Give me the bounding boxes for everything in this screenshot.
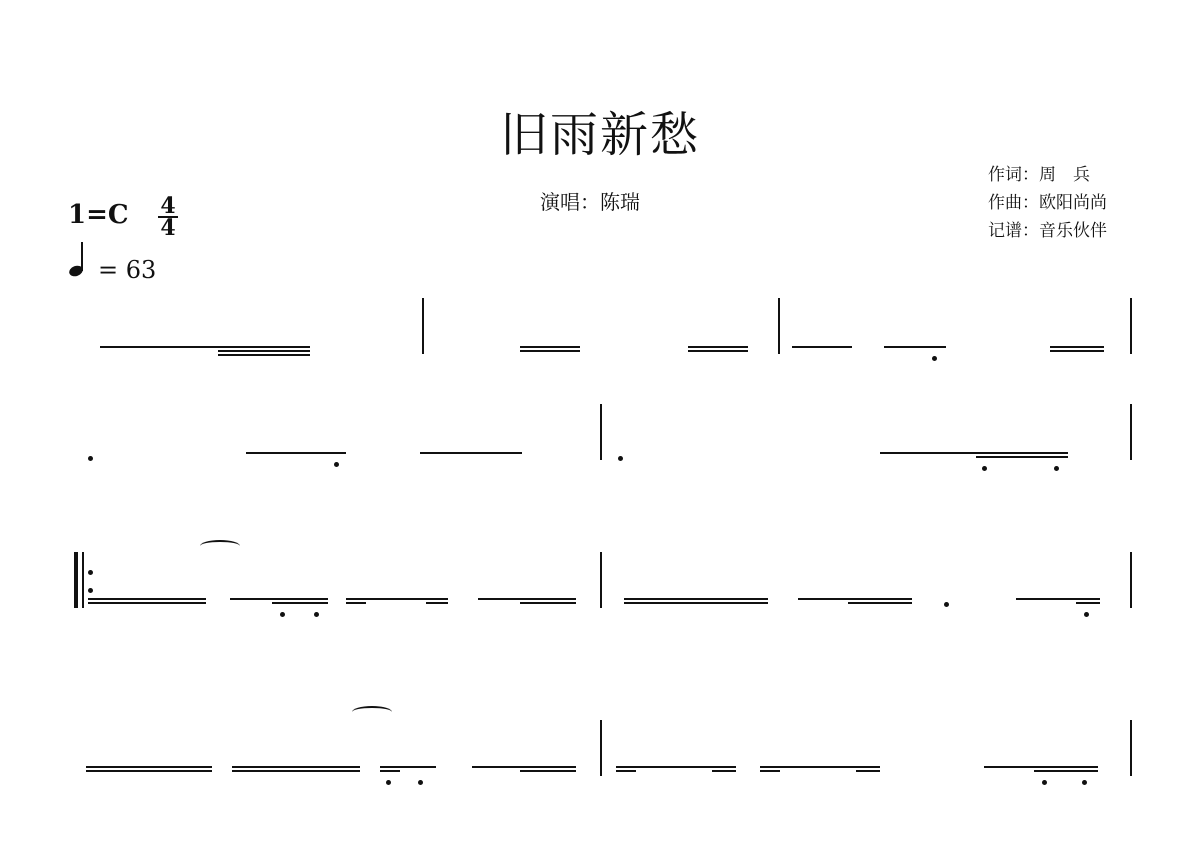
octave-dot — [314, 612, 319, 617]
underline — [88, 598, 206, 600]
barline — [600, 720, 602, 776]
octave-dot — [1082, 780, 1087, 785]
underline — [380, 770, 400, 772]
underline — [246, 452, 346, 454]
underline — [856, 770, 880, 772]
key-signature: 1=C — [68, 200, 129, 230]
underline — [1050, 346, 1104, 348]
octave-dot — [932, 356, 937, 361]
barline — [1130, 552, 1132, 608]
slur-tie — [200, 540, 240, 552]
underline — [478, 598, 576, 600]
barline — [600, 404, 602, 460]
underline — [218, 354, 310, 356]
underline — [792, 346, 852, 348]
underline — [624, 598, 768, 600]
underline — [712, 770, 736, 772]
octave-dot — [418, 780, 423, 785]
octave-dot — [334, 462, 339, 467]
underline — [86, 766, 212, 768]
repeat-barline — [74, 552, 78, 608]
underline — [88, 602, 206, 604]
underline — [380, 766, 436, 768]
underline — [232, 770, 360, 772]
octave-dot — [618, 456, 623, 461]
repeat-dot — [88, 588, 93, 593]
repeat-barline-thin — [82, 552, 84, 608]
slur-tie — [352, 706, 392, 718]
underline — [984, 766, 1098, 768]
underline — [616, 770, 636, 772]
composer-credit: 作曲：欧阳尚尚 — [988, 193, 1107, 213]
underline — [472, 766, 576, 768]
underline — [272, 602, 328, 604]
underline — [798, 598, 912, 600]
lyricist-credit: 作词：周 兵 — [988, 165, 1090, 185]
octave-dot — [386, 780, 391, 785]
underline — [426, 602, 448, 604]
underline — [848, 602, 912, 604]
underline — [1076, 602, 1100, 604]
underline — [884, 346, 946, 348]
underline — [232, 766, 360, 768]
underline — [420, 452, 522, 454]
barline — [1130, 298, 1132, 354]
singer-credit: 演唱：陈瑞 — [540, 190, 640, 214]
underline — [346, 602, 366, 604]
octave-dot — [944, 602, 949, 607]
underline — [520, 350, 580, 352]
barline — [422, 298, 424, 354]
barline — [778, 298, 780, 354]
octave-dot — [1042, 780, 1047, 785]
octave-dot — [88, 456, 93, 461]
underline — [100, 346, 310, 348]
underline — [624, 602, 768, 604]
octave-dot — [1054, 466, 1059, 471]
octave-dot — [1084, 612, 1089, 617]
time-signature — [158, 193, 178, 241]
time-signature-numerator: 4 — [160, 193, 176, 219]
tempo-value: = 63 — [98, 256, 157, 284]
underline — [86, 770, 212, 772]
barline — [1130, 404, 1132, 460]
underline — [346, 598, 448, 600]
underline — [688, 346, 748, 348]
underline — [688, 350, 748, 352]
tempo-marking — [68, 242, 156, 284]
underline — [520, 602, 576, 604]
song-title: 旧雨新愁 — [499, 107, 700, 163]
underline — [218, 350, 310, 352]
octave-dot — [280, 612, 285, 617]
underline — [520, 770, 576, 772]
underline — [1050, 350, 1104, 352]
barline — [1130, 720, 1132, 776]
underline — [976, 456, 1068, 458]
barline — [600, 552, 602, 608]
underline — [760, 766, 880, 768]
octave-dot — [982, 466, 987, 471]
transcriber-credit: 记谱：音乐伙伴 — [988, 221, 1107, 241]
quarter-note-icon — [68, 242, 98, 284]
underline — [1016, 598, 1100, 600]
underline — [520, 346, 580, 348]
underline — [880, 452, 1068, 454]
repeat-dot — [88, 570, 93, 575]
time-signature-denominator: 4 — [158, 216, 178, 238]
underline — [616, 766, 736, 768]
underline — [230, 598, 328, 600]
underline — [760, 770, 780, 772]
underline — [1034, 770, 1098, 772]
